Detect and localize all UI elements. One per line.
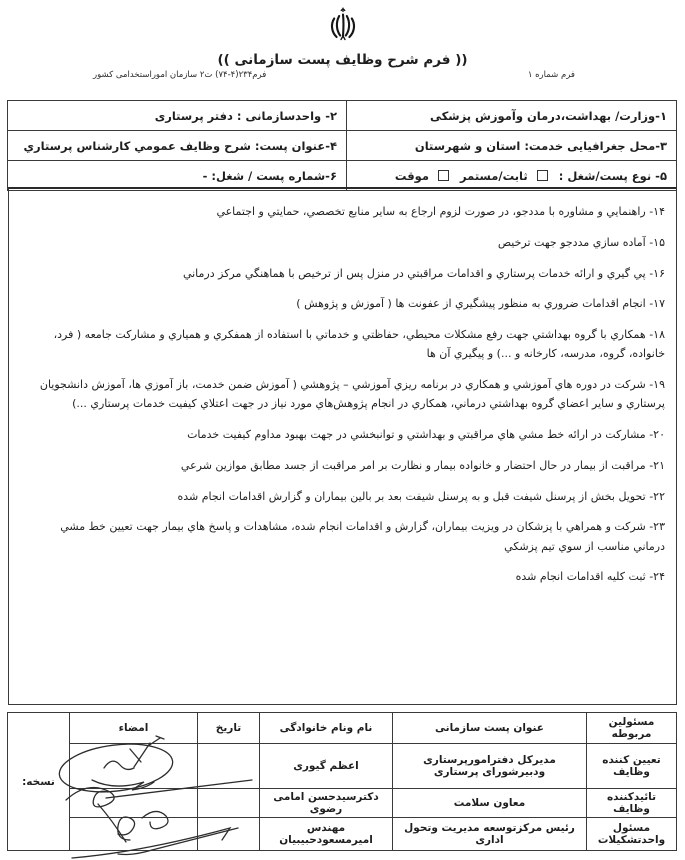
post-type-cell [347,161,677,191]
checkbox-temporary[interactable] [438,170,449,181]
header-name: نام ونام خانوادگی [260,713,393,744]
duty-item-24: ۲۴- ثبت کليه اقدامات انجام شده [515,570,665,584]
form-number-note: فرم شماره ۱ [527,70,575,80]
approval-row-task-definer [8,744,677,789]
duty-item-14: ۱۴- راهنمايي و مشاوره با مددجو، در صورت لزوم ارجاع به ساير منابع تخصصي، حمايتي و اجتماعي [216,205,665,218]
signature-cell [70,818,198,851]
post-type-label: ۵- نوع پست/شغل : [558,168,667,183]
approvals-table [7,712,677,851]
copy-label-cell: نسخه: [8,713,70,851]
role-cell: مسئول واحدتشکيلات [587,818,677,851]
duty-item-21: ۲۱- مراقبت از بيمار در حال احتضار و خانواده بيمار و نظارت بر امر مراقبت از جسد مطابق موازين شرعي [180,458,665,472]
date-cell [198,744,260,789]
name-cell: اعظم گيوری [260,744,393,789]
iran-emblem-icon [326,6,360,44]
approval-row-task-confirmer [8,789,677,818]
duties-list-box [8,187,677,705]
info-row-1 [8,101,677,131]
signature-cell [70,789,198,818]
duty-item-20: ۲۰- مشارکت در ارائه خط مشي هاي مراقبتي و بهداشتي و توانبخشي در جهت بهبود مداوم کيفيت خدمات [187,428,665,441]
signature-cell [70,744,198,789]
approval-row-org-unit-head [8,818,677,851]
post-number-cell: ۶-شماره پست / شغل: - [8,161,347,191]
org-form-code-note: فرم۲۳۴(۴-۷۴) ت۲ سازمان اموراستخدامی کشور [93,70,267,80]
service-location-cell: ۳-محل جغرافيايی خدمت: استان و شهرستان [347,131,677,161]
duty-item-15: ۱۵- آماده سازي مددجو جهت ترخيص [497,235,665,249]
page-title: (( فرم شرح وظايف پست سازمانی )) [217,52,468,68]
post-info-table [7,100,677,191]
role-cell: تائيدکننده وظايف [587,789,677,818]
duty-item-19: ۱۹- شرکت در دوره هاي آموزشي و همکاري در برنامه ريزي آموزشي – پژوهشي ( آموزش ضمن خدمت، باز آموزي ها، آموزش دانشجويان پرستاري و ساير اعضاي گروه بهداشتي درماني، همکاري در انجام پژوهش‌هاي مورد نياز در جهت اعتلاي کيفيت خدمات پرستاري ...) [39,378,665,411]
header-responsible: مسئولين مربوطه [587,713,677,744]
post-cell: معاون سلامت [393,789,587,818]
post-type-option-temporary: موقت [394,168,429,183]
name-cell: دکترسيدحسن امامی رضوی [260,789,393,818]
post-cell: مديرکل دفترامورپرستاری ودبيرشورای پرستاری [393,744,587,789]
post-title-cell: ۴-عنوان پست: شرح وظايف عمومي کارشناس پرستاري [8,131,347,161]
header-date: تاريخ [198,713,260,744]
role-cell: تعيين کننده وظايف [587,744,677,789]
org-unit-cell: ۲- واحدسازمانی : دفتر پرستاری [8,101,347,131]
duty-item-23: ۲۳- شرکت و همراهي با پزشکان در ويزيت بيماران، گزارش و اقدامات انجام شده، مشاهدات و پاسخ هاي بيمار جهت تعيين خط مشي درماني مناسب از سوي تيم پزشکي [60,520,665,553]
date-cell [198,789,260,818]
info-row-2 [8,131,677,161]
post-cell: رئيس مرکزتوسعه مديريت وتحول اداری [393,818,587,851]
date-cell [198,818,260,851]
header-signature: امضاء [70,713,198,744]
duty-item-17: ۱۷- انجام اقدامات ضروري به منظور پيشگيري از عفونت ها ( آموزش و پژوهش ) [296,297,665,311]
duty-item-18: ۱۸- همکاري با گروه بهداشتي جهت رفع مشکلات محيطي، حفاظتي و خدماتي با استفاده از همفکري و همياري و مشارکت جامعه ( فرد، خانواده، گروه، مدرسه، کارخانه و ...) و پيگيري آن ها [53,328,665,361]
header-post-title: عنوان پست سازمانی [393,713,587,744]
ministry-cell: ۱-وزارت/ بهداشت،درمان وآموزش پزشکی [347,101,677,131]
post-type-option-permanent: ثابت/مستمر [459,168,528,183]
duty-item-16: ۱۶- پي گيري و ارائه خدمات پرستاري و اقدامات مراقبتي در منزل پس از ترخيص با هماهنگي مرکز درماني [182,266,665,280]
name-cell: مهندس اميرمسعودحبيبيان [260,818,393,851]
checkbox-permanent[interactable] [537,170,548,181]
duty-item-22: ۲۲- تحويل بخش از پرسنل شيفت قبل و به پرسنل شيفت بعد بر بالين بيماران و گزارش اقدامات انجام شده [177,489,665,503]
info-row-3 [8,161,677,191]
approvals-header-row [8,713,677,744]
